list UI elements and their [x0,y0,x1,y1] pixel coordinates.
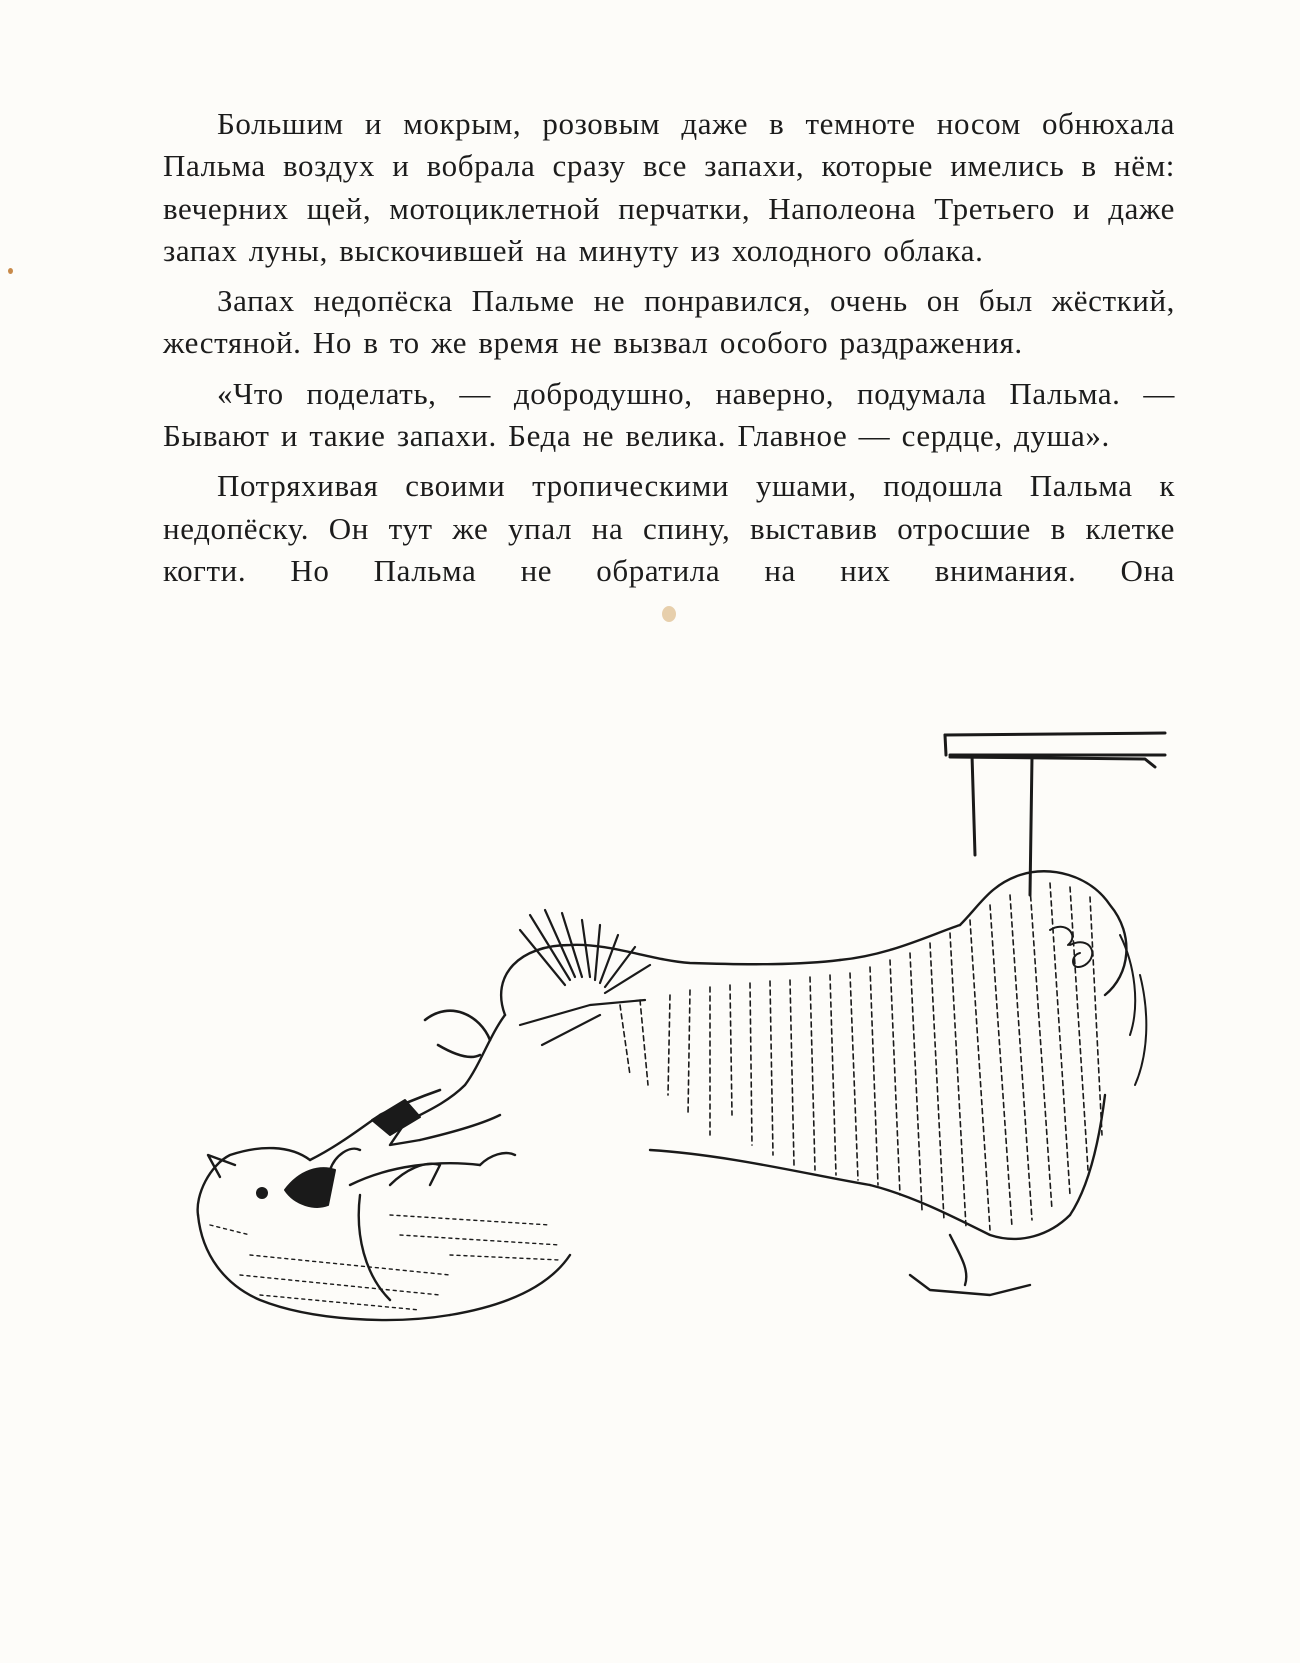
paragraph-4: Потряхивая своими тропическими ушами, подошла Пальма к недопёску. Он тут же упал на спину, выставив отросшие в клетке когти. Но Пальма не обратила на них внимания. Она [163,468,1175,588]
dog-outline [390,871,1126,1295]
dog-fur-hatching [620,883,1102,1230]
paper-stain [662,606,676,622]
paragraph-3: «Что поделать, — добродушно, наверно, подумала Пальма. — Бывают и такие запахи. Беда не велика. Главное — сердце, душа». [163,375,1175,454]
fox-muzzle [285,1168,335,1207]
dog-and-fox-illustration [190,715,1180,1435]
dog-ear [520,910,650,1045]
dog-face [380,1011,490,1115]
fox-ear [208,1155,235,1177]
body-text [163,103,1175,600]
fox-outline [198,1115,570,1320]
paragraph-2: Запах недопёска Пальме не понравился, очень он был жёсткий, жестяной. Но в то же время не вызвал особого раздражения. [163,283,1175,361]
paper-speck [8,268,13,274]
paragraph-1: Большим и мокрым, розовым даже в темноте носом обнюхала Пальма воздух и вобрала сразу все запахи, которые имелись в нём: вечерних щей, мотоциклетной перчатки, Наполеона Третьего и даже запах луны, выскочившей на минуту из холодного облака. [163,106,1175,268]
dog-nose [372,1100,420,1135]
fox-eye [256,1187,268,1199]
